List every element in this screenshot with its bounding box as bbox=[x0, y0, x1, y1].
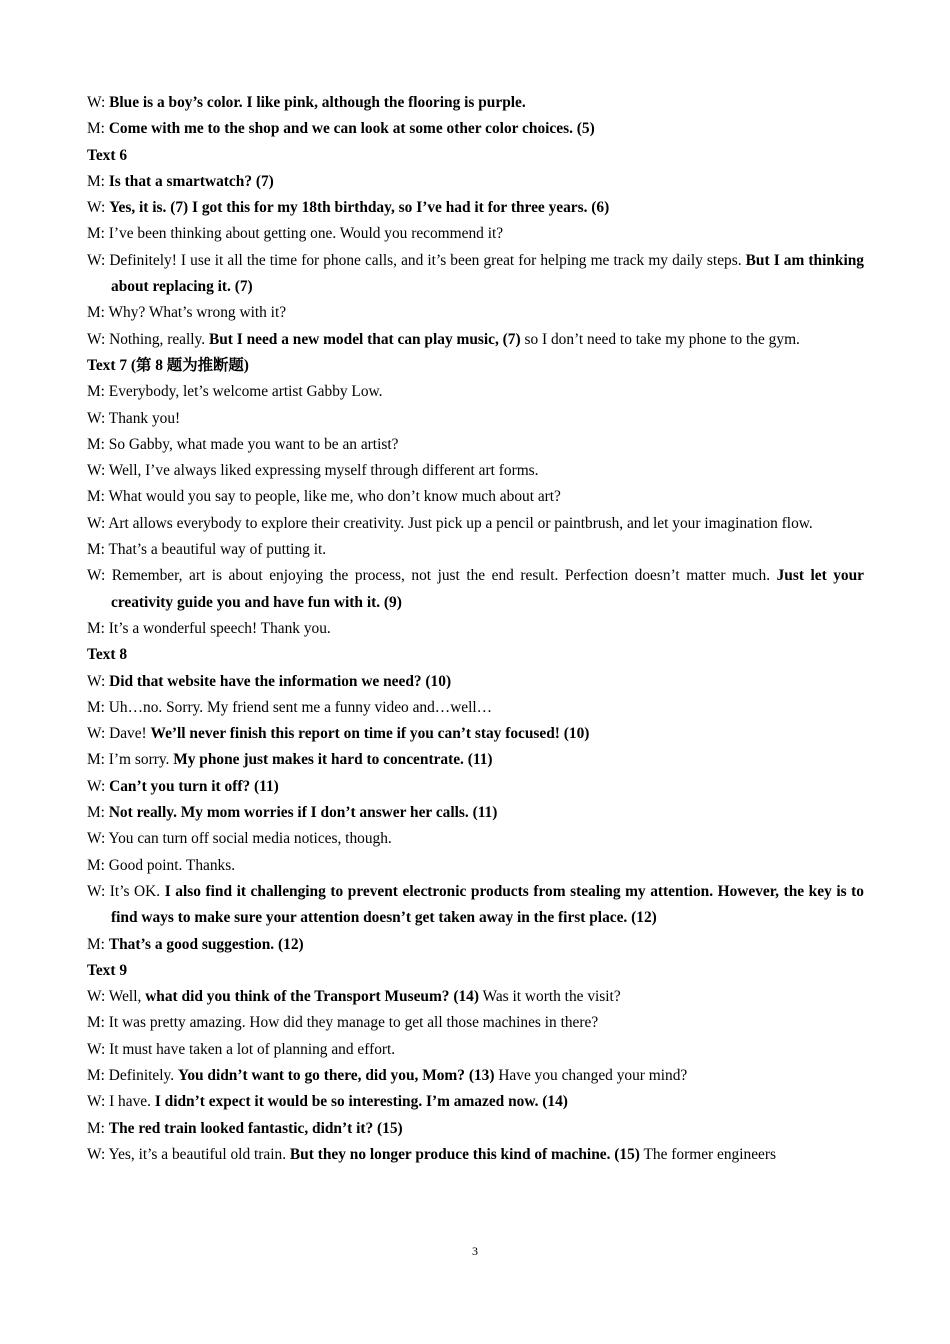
text: Have you changed your mind? bbox=[494, 1066, 688, 1084]
bold-text: That’s a good suggestion. (12) bbox=[108, 935, 304, 953]
dialogue-line bbox=[87, 774, 864, 800]
transcript-body bbox=[87, 90, 864, 1168]
bold-text: Text 9 bbox=[87, 961, 128, 979]
text: M: Definitely. bbox=[87, 1066, 178, 1084]
text: M: It was pretty amazing. How did they manage to get all those machines in there? bbox=[87, 1014, 599, 1032]
text: W: Thank you! bbox=[87, 409, 181, 427]
text: W: You can turn off social media notices, though. bbox=[87, 830, 392, 848]
text: W: It must have taken a lot of planning and effort. bbox=[87, 1040, 396, 1058]
bold-text: But I need a new model that can play music, (7) bbox=[208, 330, 521, 348]
page-number: 3 bbox=[472, 1244, 478, 1258]
text: W: bbox=[87, 199, 110, 217]
text: W: I have. bbox=[87, 1093, 155, 1111]
text: M: What would you say to people, like me, who don’t know much about art? bbox=[87, 488, 561, 506]
text: M: Uh…no. Sorry. My friend sent me a funny video and…well… bbox=[87, 698, 493, 716]
text: M: I’m sorry. bbox=[87, 751, 174, 769]
text: M: Everybody, let’s welcome artist Gabby Low. bbox=[87, 383, 383, 401]
text: W: bbox=[87, 777, 110, 795]
bold-text: Just let your creativity guide you and have fun with it. (9) bbox=[111, 567, 864, 611]
text: M: bbox=[87, 172, 109, 190]
text: W: Well, I’ve always liked expressing myself through different art forms. bbox=[87, 462, 539, 480]
text: M: Why? What’s wrong with it? bbox=[87, 304, 287, 322]
bold-text: Did that website have the information we need? (10) bbox=[109, 672, 452, 690]
dialogue-line bbox=[87, 984, 864, 1010]
bold-text: (13) bbox=[468, 1066, 495, 1084]
text: W: Dave! bbox=[87, 725, 151, 743]
dialogue-line bbox=[87, 1142, 864, 1168]
dialogue-line bbox=[87, 1116, 864, 1142]
bold-text: I also find it challenging to prevent electronic products from stealing my attention. However, the key is to find ways to make sure your attention doesn’t get taken away in the first place. (12) bbox=[111, 882, 864, 927]
bold-text: Not really. My mom worries if I don’t answer her calls. (11) bbox=[108, 804, 498, 822]
section-heading bbox=[87, 353, 864, 379]
dialogue-line bbox=[87, 248, 864, 301]
text: W: Well, bbox=[87, 988, 146, 1006]
dialogue-line bbox=[87, 300, 864, 326]
bold-text: You didn’t want to go there, did you, Mom? bbox=[177, 1066, 465, 1084]
dialogue-line bbox=[87, 116, 864, 142]
bold-text: what did you think of the Transport Museum? (14) bbox=[145, 988, 479, 1006]
text: M: That’s a beautiful way of putting it. bbox=[87, 541, 327, 559]
text: W: Art allows everybody to explore their creativity. Just pick up a pencil or paintbrush, and let your imagination flow. bbox=[87, 514, 813, 532]
dialogue-line bbox=[87, 379, 864, 405]
section-heading bbox=[87, 642, 864, 668]
dialogue-line bbox=[87, 221, 864, 247]
dialogue-line bbox=[87, 1089, 864, 1115]
text: W: Yes, it’s a beautiful old train. bbox=[87, 1145, 290, 1163]
text: M: bbox=[87, 935, 109, 953]
text: M: So Gabby, what made you want to be an artist? bbox=[87, 435, 399, 453]
dialogue-line bbox=[87, 432, 864, 458]
bold-text: Text 6 bbox=[87, 146, 128, 164]
text: M: Good point. Thanks. bbox=[87, 856, 236, 874]
dialogue-line bbox=[87, 563, 864, 616]
dialogue-line bbox=[87, 695, 864, 721]
text: W: bbox=[87, 672, 110, 690]
section-heading bbox=[87, 958, 864, 984]
dialogue-line bbox=[87, 721, 864, 747]
text: W: Remember, art is about enjoying the process, not just the end result. Perfection doesn’t matter much. bbox=[87, 567, 777, 585]
text: M: bbox=[87, 1119, 109, 1137]
dialogue-line bbox=[87, 195, 864, 221]
bold-text: The red train looked fantastic, didn’t it? (15) bbox=[108, 1119, 403, 1137]
dialogue-line bbox=[87, 747, 864, 773]
dialogue-line bbox=[87, 616, 864, 642]
dialogue-line bbox=[87, 458, 864, 484]
text: W: It’s OK. bbox=[87, 882, 165, 900]
text: Was it worth the visit? bbox=[478, 988, 621, 1006]
text: M: I’ve been thinking about getting one. Would you recommend it? bbox=[87, 225, 504, 243]
dialogue-line bbox=[87, 932, 864, 958]
text: M: bbox=[87, 804, 109, 822]
text: W: Definitely! I use it all the time for phone calls, and it’s been great for helping me track my daily steps. bbox=[87, 251, 746, 269]
dialogue-line bbox=[87, 1010, 864, 1036]
dialogue-line bbox=[87, 511, 864, 537]
dialogue-line bbox=[87, 853, 864, 879]
bold-text: But they no longer produce this kind of machine. (15) bbox=[289, 1145, 640, 1163]
bold-text: Is that a smartwatch? (7) bbox=[108, 172, 274, 190]
text: M: It’s a wonderful speech! Thank you. bbox=[87, 619, 331, 637]
text: The former engineers bbox=[639, 1145, 776, 1163]
bold-text: Text 8 bbox=[87, 646, 128, 664]
bold-text: We’ll never finish this report on time if you can’t stay focused! (10) bbox=[150, 725, 590, 743]
bold-text: Come with me to the shop and we can look at some other color choices. (5) bbox=[108, 120, 595, 138]
dialogue-line bbox=[87, 169, 864, 195]
dialogue-line bbox=[87, 1037, 864, 1063]
dialogue-line bbox=[87, 537, 864, 563]
dialogue-line bbox=[87, 90, 864, 116]
text: W: Nothing, really. bbox=[87, 330, 209, 348]
bold-text: Can’t you turn it off? (11) bbox=[109, 777, 279, 795]
bold-text: I didn’t expect it would be so interesting. I’m amazed now. (14) bbox=[154, 1093, 568, 1111]
dialogue-line bbox=[87, 826, 864, 852]
dialogue-line bbox=[87, 406, 864, 432]
dialogue-line bbox=[87, 1063, 864, 1089]
dialogue-line bbox=[87, 800, 864, 826]
bold-text: Text 7 (第 8 题为推断题) bbox=[87, 356, 249, 374]
bold-text: But I am thinking about replacing it. (7) bbox=[111, 251, 864, 296]
text: so I don’t need to take my phone to the gym. bbox=[520, 330, 800, 348]
bold-text: My phone just makes it hard to concentrate. (11) bbox=[173, 751, 493, 769]
dialogue-line bbox=[87, 879, 864, 932]
text: W: bbox=[87, 94, 110, 111]
dialogue-line bbox=[87, 327, 864, 353]
section-heading bbox=[87, 143, 864, 169]
dialogue-line bbox=[87, 484, 864, 510]
text: M: bbox=[87, 120, 109, 138]
dialogue-line bbox=[87, 669, 864, 695]
bold-text: Yes, it is. (7) I got this for my 18th birthday, so I’ve had it for three years. (6) bbox=[109, 199, 610, 217]
bold-text: Blue is a boy’s color. I like pink, although the flooring is purple. bbox=[109, 94, 526, 111]
